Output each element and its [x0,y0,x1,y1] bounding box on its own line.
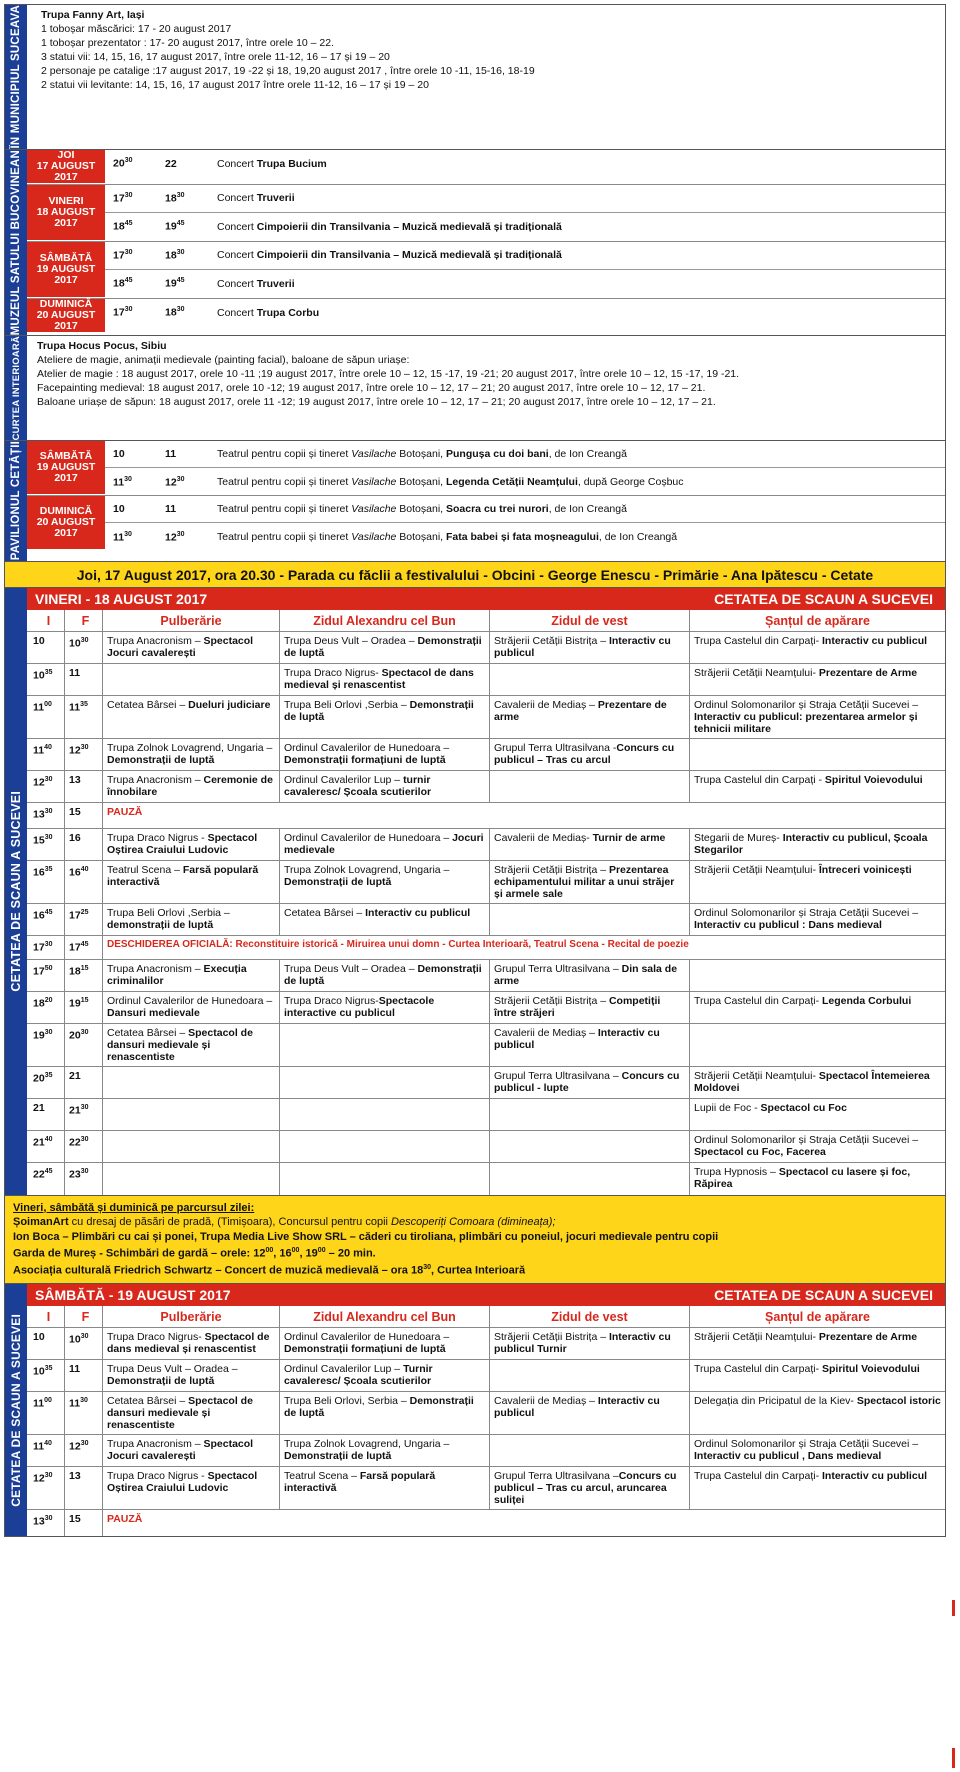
schedule-row [27,664,945,696]
municipiu-block [4,4,946,150]
pulberarie-cell [103,1067,280,1098]
time-cell: 11 [65,1360,103,1391]
saturday-header: SÂMBĂTĂ - 19 AUGUST 2017 CETATEA DE SCAUN A SUCEVEI [27,1284,945,1306]
time-cell: $18^{20}$ [27,992,65,1023]
time-cell: $17^{50}$ [27,960,65,991]
time-cell: 15 [65,1510,103,1536]
friday-header: VINERI - 18 AUGUST 2017 CETATEA DE SCAUN A SUCEVEI [27,588,945,610]
zid-vest-cell: Grupul Terra Ultrasilvana -Concurs cu publicul – Tras cu arcul [490,739,690,770]
time-cell: $21^{30}$ [65,1099,103,1130]
pavilion-block [4,441,946,561]
time-cell: $11^{00}$ [27,696,65,738]
zid-vest-cell [490,1360,690,1391]
sant-aparare-cell: Stegarii de Mureș- Interactiv cu publicul, Școala Stegarilor [694,831,928,856]
zid-alexandru-cell: Trupa Draco Nigrus- Spectacol de dans medieval și renascentist [280,664,490,695]
pulberarie-cell: Trupa Beli Orlovi ,Serbia – demonstrații de luptă [103,904,280,935]
event-row [105,468,945,495]
pulberarie-cell [103,1099,280,1130]
official-opening: DESCHIDEREA OFICIALĂ: Reconstituire istorică - Miruirea unui domn - Curtea Interioară, Teatrul Scena - Recital de poezie [107,938,689,950]
friday-column-header: I F Pulberărie Zidul Alexandru cel Bun Zidul de vest Șanțul de apărare [27,610,945,632]
time-cell: $17^{45}$ [65,936,103,959]
time-cell: $18^{30}$ [165,248,185,262]
zid-alexandru-cell: Trupa Deus Vult – Oradea – Demonstrații de luptă [280,632,490,663]
zid-alexandru-cell: Ordinul Cavalerilor Lup – turnir cavaleresc/ Școala scutierilor [280,771,490,802]
muzeu-block [4,150,946,336]
time-cell: $20^{35}$ [27,1067,65,1098]
zid-alexandru-cell: Trupa Zolnok Lovagrend, Ungaria – Demonstrații de luptă [280,1435,490,1466]
schedule-row [27,1510,945,1536]
schedule-row [27,739,945,771]
zid-vest-cell: Străjerii Cetății Bistrița – Interactiv cu publicul Turnir [490,1328,690,1359]
zid-vest-cell: Cavalerii de Mediaș – Interactiv cu publicul [490,1392,690,1434]
pulberarie-cell [103,1131,280,1162]
info-line: Facepainting medieval: 18 august 2017, orele 10 -12; 19 august 2017, între orele 10 – 12, 17 – 21; 20 august 2017, între orele 10 – 12, 17 – 21. [37,381,706,394]
schedule-row [27,803,945,829]
time-cell: $22^{45}$ [27,1163,65,1195]
time-cell: $11^{40}$ [27,739,65,770]
time-cell: $11^{30}$ [113,530,132,544]
zid-alexandru-cell [280,1024,490,1066]
fanny-art-title: Trupa Fanny Art, Iași [41,9,145,21]
zid-vest-cell: Cavalerii de Mediaș – Interactiv cu publicul [490,1024,690,1066]
zid-vest-cell [490,1435,690,1466]
time-cell: $13^{30}$ [27,1510,65,1536]
pulberarie-cell: Trupa Anacronism – Execuția criminalilor [103,960,280,991]
sant-aparare-cell: Străjerii Cetății Neamțului- Prezentare de Arme [694,666,918,679]
sant-aparare-cell: Trupa Castelul din Carpați- Interactiv cu publicul [694,634,928,647]
time-cell: $23^{30}$ [65,1163,103,1195]
time-cell: $12^{30}$ [165,530,185,544]
schedule-row [27,1131,945,1163]
day-group [27,150,945,185]
sant-aparare-cell: Trupa Hypnosis – Spectacol cu lasere și foc, Răpirea [694,1165,911,1190]
saturday-column-header: I F Pulberărie Zidul Alexandru cel Bun Zidul de vest Șanțul de apărare [27,1306,945,1328]
curtea-block [4,336,946,441]
day-group [27,242,945,299]
time-cell: $19^{45}$ [165,277,185,290]
event-row [105,496,945,523]
event-row [105,270,945,298]
time-cell: 11 [165,503,177,516]
schedule-row [27,1024,945,1067]
zid-alexandru-cell: Ordinul Cavalerilor Lup – Turnir cavaleresc/ Școala scutierilor [280,1360,490,1391]
time-cell: $17^{30}$ [113,191,133,205]
sant-aparare-cell: Străjerii Cetății Neamțului- Întreceri voinicești [694,863,912,876]
schedule-row [27,1067,945,1099]
pause-label: PAUZĂ [107,805,143,818]
time-cell: $19^{45}$ [165,220,185,233]
zid-vest-cell [490,664,690,695]
margin-mark [952,1748,955,1768]
pause-label: PAUZĂ [107,1513,143,1526]
time-cell: $16^{45}$ [27,904,65,935]
event-row [105,441,945,468]
time-cell: $11^{40}$ [27,1435,65,1466]
zid-vest-cell: Străjerii Cetății Bistrița – Interactiv cu publicul [490,632,690,663]
time-cell: $11^{00}$ [27,1392,65,1434]
time-cell: $10^{30}$ [65,1328,103,1359]
day-group [27,496,945,550]
event-text: Concert Truverii [217,192,295,204]
event-text: Concert Cimpoierii din Transilvania – Muzică medievală și tradițională [217,220,562,233]
pulberarie-cell: Cetatea Bârsei – Spectacol de dansuri medievale și renascentiste [103,1024,280,1066]
zid-vest-cell: Cavalerii de Mediaș- Turnir de arme [490,829,690,860]
time-cell: 10 [27,632,65,663]
pulberarie-cell: Trupa Deus Vult – Oradea – Demonstrații de luptă [103,1360,280,1391]
pulberarie-cell: Trupa Anacronism – Ceremonie de înnobilare [103,771,280,802]
time-cell: $20^{30}$ [65,1024,103,1066]
zid-alexandru-cell: Ordinul Cavalerilor de Hunedoara – Demonstrații formațiuni de luptă [280,1328,490,1359]
schedule-row [27,1099,945,1131]
event-row [105,185,945,213]
time-cell: 13 [65,771,103,802]
schedule-row [27,1328,945,1360]
schedule-row [27,861,945,904]
day-group [27,441,945,496]
daily-activities: Vineri, sâmbătă și duminică pe parcursul zilei: ȘoimanArt cu dresaj de păsări de pradă, (Timișoara), Concursul pentru copii Descoperiți Comoara (dimineața); Ion Boca – Plimbări cu cai și ponei, Trupa Media Live Show SRL – căderi cu tiroliana, plimbări cu poneiul, jocuri medievale pentru copii Garda de Mureș - Schimbări de gardă – orele: $12^{00}$, $16^{00}$, $19^{00} - 20$ min. Asociația culturală Friedrich Schwartz – Concert de muzică medievală – ora $18^{30}$, Curtea Interioară [4,1196,946,1285]
event-row [105,150,945,178]
schedule-row [27,771,945,803]
pulberarie-cell: Ordinul Cavalerilor de Hunedoara – Dansuri medievale [103,992,280,1023]
pulberarie-cell: Cetatea Bârsei – Spectacol de dansuri medievale și renascentiste [103,1392,280,1434]
time-cell: $19^{15}$ [65,992,103,1023]
info-line: 2 personaje pe catalige :17 august 2017, 19 -22 și 18, 19,20 august 2017 , între orele 10 -11, 15-16, 18-19 [41,65,535,77]
pulberarie-cell [103,1163,280,1195]
zid-vest-cell: Grupul Terra Ultrasilvana – Din sala de arme [490,960,690,991]
pulberarie-cell: Trupa Anacronism – Spectacol Jocuri cavalerești [103,1435,280,1466]
time-cell: $18^{15}$ [65,960,103,991]
time-cell: 15 [65,803,103,828]
margin-mark [952,1600,955,1616]
day-label: SÂMBĂTĂ 19 AUGUST 2017 [27,242,105,298]
sant-aparare-cell: Trupa Castelul din Carpați- Legenda Corbului [694,994,912,1007]
time-cell: $18^{30}$ [165,191,185,205]
time-cell: $10^{35}$ [27,1360,65,1391]
zid-alexandru-cell: Ordinul Cavalerilor de Hunedoara – Demonstrații formațiuni de luptă [280,739,490,770]
event-text: Teatrul pentru copii și tineret Vasilache Botoșani, Pungușa cu doi bani, de Ion Creangă [217,448,627,461]
time-cell: $15^{30}$ [27,829,65,860]
event-row [105,242,945,270]
time-cell: 11 [165,448,177,461]
day-label: DUMINICĂ 20 AUGUST 2017 [27,496,105,550]
sant-aparare-cell [690,739,945,770]
time-cell: $12^{30}$ [27,771,65,802]
zid-vest-cell [490,771,690,802]
muzeu-label: MUZEUL SATULUI BUCOVINEAN [5,150,27,335]
info-line: Baloane uriașe de săpun: 18 august 2017, orele 11 -12; 19 august 2017, între orele 10 – 12, 17 – 21; 20 august 2017, între orele 10 – 12, 17 – 21. [37,395,716,408]
schedule-row [27,904,945,936]
zid-alexandru-cell: Trupa Beli Orlovi, Serbia – Demonstrații de luptă [280,1392,490,1434]
zid-alexandru-cell: Trupa Beli Orlovi ,Serbia – Demonstrații de luptă [280,696,490,738]
time-cell: $12^{30}$ [165,475,185,489]
pulberarie-cell: Trupa Anacronism – Spectacol Jocuri cavalerești [103,632,280,663]
time-cell: $10^{35}$ [27,664,65,695]
time-cell: $12^{30}$ [65,739,103,770]
time-cell: $17^{30}$ [27,936,65,959]
zid-vest-cell: Străjerii Cetății Bistrița – Competiții între străjeri [490,992,690,1023]
day-group [27,185,945,242]
zid-alexandru-cell [280,1131,490,1162]
zid-vest-cell: Străjerii Cetății Bistrița – Prezentarea echipamentului militar a unui străjer și armele sale [490,861,690,903]
event-row [105,299,945,327]
schedule-row [27,829,945,861]
time-cell: 22 [165,157,177,170]
time-cell: $16^{35}$ [27,861,65,903]
time-cell: $17^{25}$ [65,904,103,935]
schedule-row [27,1163,945,1195]
time-cell: 11 [65,664,103,695]
pulberarie-cell: Trupa Draco Nigrus - Spectacol Oștirea Craiului Ludovic [103,829,280,860]
day-label: DUMINICĂ 20 AUGUST 2017 [27,299,105,333]
zid-vest-cell: Cavalerii de Mediaș – Prezentare de arme [490,696,690,738]
pavilion-label: PAVILIONUL CETĂȚII [5,441,27,560]
pulberarie-cell [103,664,280,695]
zid-alexandru-cell: Cetatea Bârsei – Interactiv cu publicul [280,904,490,935]
time-cell: $10^{30}$ [65,632,103,663]
zid-alexandru-cell: Ordinul Cavalerilor de Hunedoara – Jocuri medievale [280,829,490,860]
sant-aparare-cell: Ordinul Solomonarilor și Straja Cetății Sucevei – Interactiv cu publicul : Dans medieval [694,906,919,931]
sant-aparare-cell: Trupa Castelul din Carpați - Spiritul Voievodului [694,773,923,786]
event-row [105,213,945,241]
info-line: 2 statui vii levitante: 14, 15, 16, 17 august 2017 între orele 11-12, 16 – 17 și 19 – 20 [41,79,429,91]
schedule-row [27,1435,945,1467]
schedule-row [27,1360,945,1392]
event-text: Concert Trupa Corbu [217,306,320,319]
time-cell: $17^{30}$ [113,248,133,262]
day-label: SÂMBĂTĂ 19 AUGUST 2017 [27,441,105,495]
zid-alexandru-cell: Trupa Deus Vult – Oradea – Demonstrații de luptă [280,960,490,991]
zid-alexandru-cell: Trupa Draco Nigrus-Spectacole interactive cu publicul [280,992,490,1023]
sant-aparare-cell: Ordinul Solomonarilor și Straja Cetății Sucevei – Interactiv cu publicul , Dans medieval [694,1438,919,1463]
schedule-row [27,632,945,664]
saturday-schedule [4,1284,946,1537]
time-cell: 21 [65,1067,103,1098]
time-cell: 16 [65,829,103,860]
pulberarie-cell: Trupa Draco Nigrus - Spectacol Oștirea Craiului Ludovic [103,1467,280,1509]
sant-aparare-cell: Ordinul Solomonarilor și Straja Cetății Sucevei –Spectacol cu Foc, Facerea [694,1133,919,1158]
friday-venue-label: CETATEA DE SCAUN A SUCEVEI [5,588,27,1195]
sant-aparare-cell: Străjerii Cetății Neamțului- Spectacol Întemeierea Moldovei [694,1069,930,1094]
hocus-pocus-title: Trupa Hocus Pocus, Sibiu [37,339,167,352]
event-text: Concert Truverii [217,277,295,290]
zid-alexandru-cell [280,1067,490,1098]
time-cell: 10 [113,448,125,461]
info-line: Ateliere de magie, animații medievale (painting facial), baloane de săpun uriașe: [37,353,410,366]
zid-alexandru-cell [280,1099,490,1130]
time-cell: $12^{30}$ [27,1467,65,1509]
saturday-venue-label: CETATEA DE SCAUN A SUCEVEI [5,1284,27,1536]
time-cell: 21 [27,1099,65,1130]
zid-alexandru-cell [280,1163,490,1195]
day-label: VINERI 18 AUGUST 2017 [27,185,105,241]
sant-aparare-cell: Străjerii Cetății Neamțului- Prezentare de Arme [694,1331,918,1344]
parade-banner: Joi, 17 August 2017, ora 20.30 - Parada cu făclii a festivalului - Obcini - George Enescu - Primărie - Ana Ipătescu - Cetate [4,562,946,588]
schedule-row [27,1392,945,1435]
time-cell: $12^{30}$ [65,1435,103,1466]
schedule-row [27,1467,945,1510]
time-cell: $20^{30}$ [113,157,133,170]
event-row [105,523,945,550]
curtea-label: CURTEA INTERIOARĂ [5,336,27,440]
sant-aparare-cell: Lupii de Foc - Spectacol cu Foc [694,1101,847,1114]
time-cell: $18^{45}$ [113,277,133,290]
schedule-row [27,696,945,739]
time-cell: 13 [65,1467,103,1509]
schedule-row [27,992,945,1024]
time-cell: $19^{30}$ [27,1024,65,1066]
sant-aparare-cell [690,960,945,991]
time-cell: $18^{45}$ [113,220,133,233]
sant-aparare-cell [690,1024,945,1066]
event-text: Concert Cimpoierii din Transilvania – Muzică medievală și tradițională [217,249,562,261]
event-text: Teatrul pentru copii și tineret Vasilache Botoșani, Fata babei și fata moșneagului, de Ion Creangă [217,530,678,543]
pulberarie-cell: Trupa Zolnok Lovagrend, Ungaria – Demonstrații de luptă [103,739,280,770]
time-cell: $13^{30}$ [27,803,65,828]
zid-vest-cell [490,1163,690,1195]
event-text: Teatrul pentru copii și tineret Vasilache Botoșani, Legenda Cetății Neamțului, după George Coșbuc [217,475,684,488]
time-cell: $21^{40}$ [27,1131,65,1162]
sant-aparare-cell: Trupa Castelul din Carpați- Spiritul Voievodului [694,1363,920,1376]
zid-vest-cell [490,1131,690,1162]
event-text: Teatrul pentru copii și tineret Vasilache Botoșani, Soacra cu trei nurori, de Ion Creangă [217,503,627,516]
sant-aparare-cell: Trupa Castelul din Carpați- Interactiv cu publicul [694,1470,928,1483]
pulberarie-cell: Cetatea Bârsei – Dueluri judiciare [103,696,280,738]
time-cell: $11^{30}$ [65,1392,103,1434]
day-label: JOI 17 AUGUST 2017 [27,150,105,184]
schedule-row [27,936,945,960]
sant-aparare-cell: Ordinul Solomonarilor și Straja Cetății Sucevei – Interactiv cu publicul: prezentarea armelor și tehnicii militare [694,698,919,735]
time-cell: $11^{30}$ [113,475,132,489]
info-line: Atelier de magie : 18 august 2017, orele 10 -11 ;19 august 2017, între orele 10 – 12, 15 -17, 19 -21; 20 august 2017, între orele 10 – 12, 15 -17, 19 -21. [37,367,740,380]
time-cell: $11^{35}$ [65,696,103,738]
zid-vest-cell: Grupul Terra Ultrasilvana – Concurs cu publicul - lupte [490,1067,690,1098]
time-cell: $22^{30}$ [65,1131,103,1162]
sant-aparare-cell: Delegația din Pricipatul de la Kiev- Spectacol istoric [694,1395,941,1408]
time-cell: $18^{30}$ [165,306,185,319]
schedule-row [27,960,945,992]
municipiu-label: ÎN MUNICIPIUL SUCEAVA [5,5,27,149]
event-text: Concert Trupa Bucium [217,157,327,170]
time-cell: $16^{40}$ [65,861,103,903]
pulberarie-cell: Teatrul Scena – Farsă populară interactivă [103,861,280,903]
pulberarie-cell: Trupa Draco Nigrus- Spectacol de dans medieval și renascentist [103,1328,280,1359]
info-line: 1 toboșar măscărici: 17 - 20 august 2017 [41,23,232,35]
zid-alexandru-cell: Trupa Zolnok Lovagrend, Ungaria – Demonstrații de luptă [280,861,490,903]
time-cell: 10 [113,503,125,516]
festival-program [4,4,946,1537]
zid-vest-cell [490,904,690,935]
zid-vest-cell [490,1099,690,1130]
zid-vest-cell: Grupul Terra Ultrasilvana –Concurs cu publicul – Tras cu arcul, aruncarea suliței [490,1467,690,1509]
zid-alexandru-cell: Teatrul Scena – Farsă populară interactivă [280,1467,490,1509]
time-cell: 10 [27,1328,65,1359]
info-line: 3 statui vii: 14, 15, 16, 17 august 2017, între orele 11-12, 16 – 17 și 19 – 20 [41,51,390,63]
day-group [27,299,945,333]
info-line: 1 toboșar prezentator : 17- 20 august 2017, între orele 10 – 22. [41,37,335,49]
time-cell: $17^{30}$ [113,306,133,319]
friday-schedule [4,588,946,1196]
